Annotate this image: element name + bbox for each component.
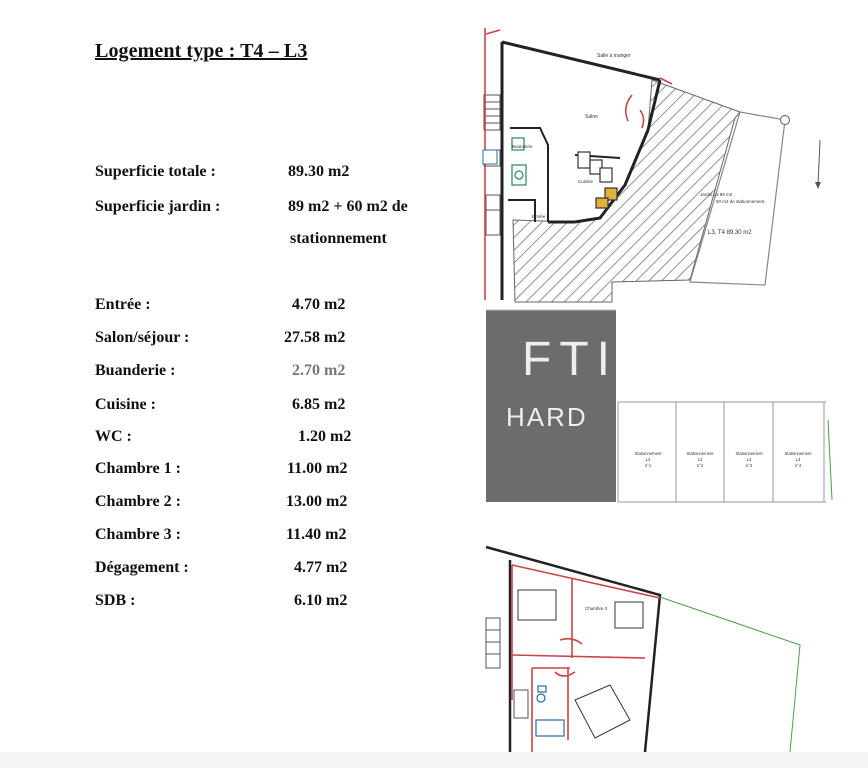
label-chambre3: Chambre 3 [585, 606, 608, 611]
parking-4-line1: Stationnement [784, 451, 812, 456]
room-label-degagement: Dégagement : [95, 559, 189, 576]
garden-area-value: 89 m2 + 60 m2 de [288, 198, 408, 215]
room-value-wc: 1.20 m2 [298, 428, 352, 445]
label-entree: Entrée [532, 214, 546, 219]
room-label-salon: Salon/séjour : [95, 329, 190, 346]
watermark-line2: HARD [506, 402, 588, 432]
label-salon: Salon [585, 114, 598, 120]
parking-1-line1: Stationnement [634, 451, 662, 456]
parking-2-line3: n°2 [696, 463, 704, 468]
room-value-chambre2: 13.00 m2 [286, 493, 348, 510]
room-value-degagement: 4.77 m2 [294, 559, 348, 576]
label-logement: L3, T4 89.30 m2 [708, 230, 752, 236]
label-jardin-1: Jardin L3 89 m2 [700, 192, 733, 197]
room-value-buanderie: 2.70 m2 [292, 362, 346, 379]
room-value-chambre1: 11.00 m2 [287, 460, 348, 477]
parking-3-line1: Stationnement [735, 451, 763, 456]
label-buanderie: Buanderie [512, 144, 533, 149]
room-value-cuisine: 6.85 m2 [292, 396, 346, 413]
upper-stairs [486, 618, 528, 718]
room-value-sdb: 6.10 m2 [294, 592, 348, 609]
room-label-chambre3: Chambre 3 : [95, 526, 181, 543]
room-label-wc: WC : [95, 428, 132, 445]
room-label-cuisine: Cuisine : [95, 396, 156, 413]
parking-2-line1: Stationnement [686, 451, 714, 456]
parking-4-line3: n°4 [794, 463, 802, 468]
parking-3-line3: n°3 [745, 463, 753, 468]
label-jardin-2: 60 m2 de stationnement [716, 199, 765, 204]
room-value-salon: 27.58 m2 [284, 329, 346, 346]
parking-1-line3: n°1 [644, 463, 652, 468]
page-title: Logement type : T4 – L3 [95, 40, 308, 62]
room-label-buanderie: Buanderie : [95, 362, 176, 379]
parking-2-line2: L3 [697, 457, 703, 462]
label-salle-a-manger: Salle à manger [597, 53, 631, 59]
parking-3-line2: L3 [746, 457, 752, 462]
room-label-chambre1: Chambre 1 : [95, 460, 181, 477]
total-area-value: 89.30 m2 [288, 163, 350, 180]
watermark-line1: FTI [522, 333, 618, 386]
total-area-label: Superficie totale : [95, 163, 216, 180]
bathroom-fixtures [536, 686, 564, 736]
room-value-chambre3: 11.40 m2 [286, 526, 347, 543]
parking-4-line2: L3 [795, 457, 801, 462]
room-value-entree: 4.70 m2 [292, 296, 346, 313]
room-label-sdb: SDB : [95, 592, 136, 609]
garden-area-label: Superficie jardin : [95, 198, 221, 215]
garden-area-value-line2: stationnement [290, 230, 387, 247]
side-stairs [484, 95, 500, 235]
beds [518, 590, 643, 738]
room-label-entree: Entrée : [95, 296, 151, 313]
parking-1-line2: L3 [645, 457, 651, 462]
label-cuisine: Cuisine [578, 179, 594, 184]
garden-line-bottom [660, 597, 800, 752]
room-label-chambre2: Chambre 2 : [95, 493, 181, 510]
